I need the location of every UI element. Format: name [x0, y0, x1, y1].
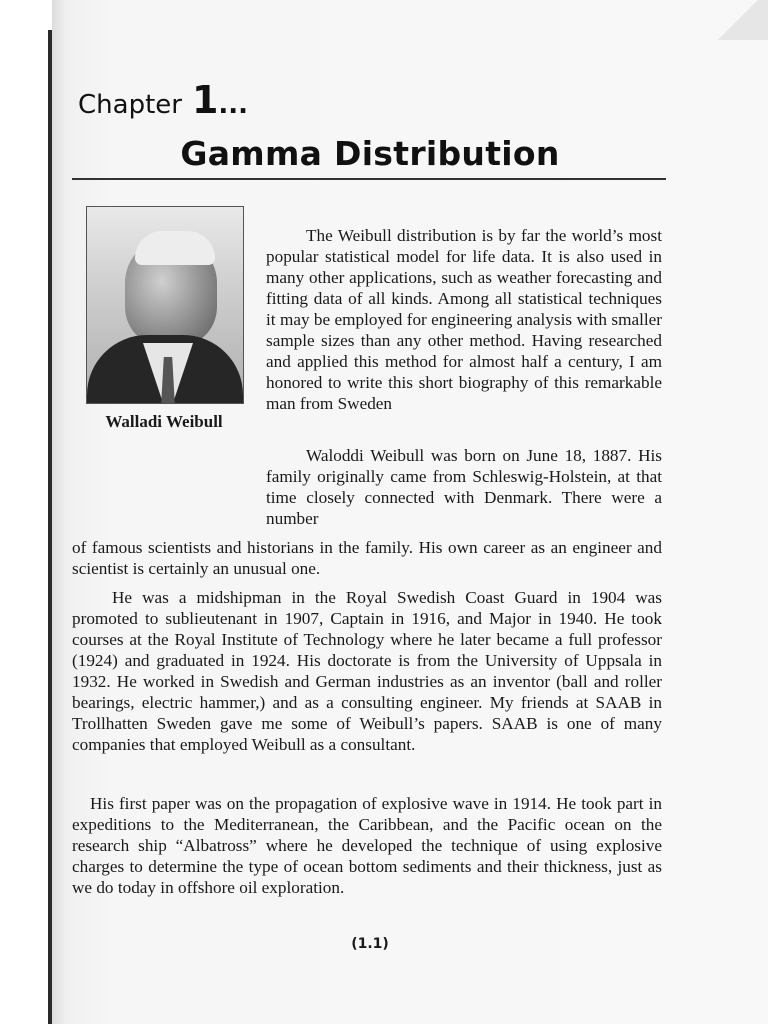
title-underline	[72, 178, 666, 180]
portrait-caption: Walladi Weibull	[105, 412, 223, 431]
chapter-ellipsis: ...	[218, 90, 249, 120]
paragraph-career: He was a midshipman in the Royal Swedish Coast Guard in 1904 was promoted to sublieutenant in 1907, Captain in 1916, and Major in 1940. He took courses at the Royal Institute of Technology where he later became a full professor (1924) and graduated in 1924. His doctorate is from the University of Uppsala in 1932. He worked in Swedish and German industries as an inventor (ball and roller bearings, electric hammer,) and as a consulting engineer. My friends at SAAB in Trollhatten Sweden gave me some of Weibull’s papers. SAAB is one of many companies that employed Weibull as a consultant.	[72, 588, 662, 755]
paragraph-birth: Waloddi Weibull was born on June 18, 1887. His family originally came from Schleswig-Holstein, at that time closely connected with Denmark. There were a number	[266, 446, 662, 529]
chapter-number: 1	[191, 78, 219, 122]
chapter-word: Chapter	[78, 90, 182, 120]
page-corner-fold	[708, 0, 768, 40]
page-number: (1.1)	[351, 936, 389, 952]
chapter-heading	[78, 78, 248, 122]
paragraph-first-paper: His first paper was on the propagation of explosive wave in 1914. He took part in expeditions to the Mediterranean, the Caribbean, and the Pacific ocean on the research ship “Albatross” where he developed the technique of using explosive charges to determine the type of ocean bottom sediments and their thickness, just as we do today in offshore oil exploration.	[72, 794, 662, 898]
paragraph-birth-continued: of famous scientists and historians in the family. His own career as an engineer and scientist is certainly an unusual one.	[72, 538, 662, 579]
chapter-title: Gamma Distribution	[180, 134, 560, 173]
binding-edge	[48, 30, 52, 1024]
portrait-photo	[86, 206, 244, 404]
paragraph-intro: The Weibull distribution is by far the world’s most popular statistical model for life data. It is also used in many other applications, such as weather forecasting and fitting data of all kinds. Among all statistical techniques it may be employed for engineering analysis with smaller sample sizes than any other method. Having researched and applied this method for almost half a century, I am honored to write this short biography of this remarkable man from Sweden	[266, 226, 662, 414]
